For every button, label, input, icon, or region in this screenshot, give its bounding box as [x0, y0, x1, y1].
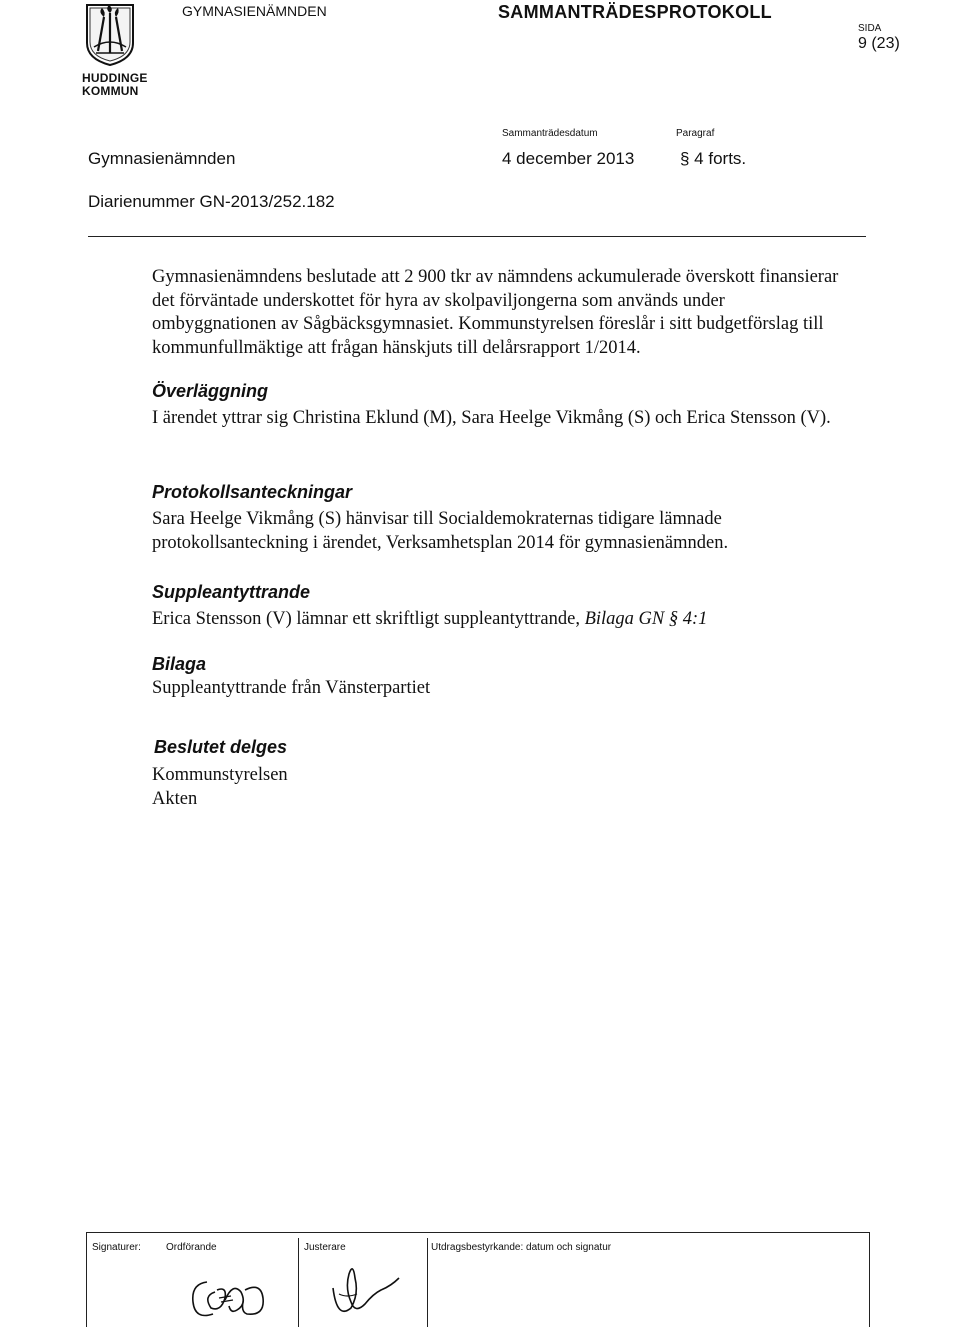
- municipality-name-line2: KOMMUN: [82, 84, 139, 98]
- substitute-statement-text: Erica Stensson (V) lämnar ett skriftligt suppleantyttrande,: [152, 609, 585, 629]
- document-type-title: SAMMANTRÄDESPROTOKOLL: [498, 2, 772, 22]
- committee-header: GYMNASIENÄMNDEN: [182, 3, 327, 19]
- extract-certification-label: Utdragsbestyrkande: datum och signatur: [431, 1242, 612, 1253]
- municipality-crest-icon: [84, 3, 136, 67]
- section-heading-substitute-statement: Suppleantyttrande: [152, 582, 311, 602]
- signatures-label: Signaturer:: [92, 1242, 141, 1253]
- paragraph-label: Paragraf: [676, 128, 715, 139]
- page-number: 9 (23): [858, 35, 900, 52]
- page-label: SIDA: [858, 23, 882, 34]
- section-heading-appendix: Bilaga: [152, 654, 207, 674]
- adjuster-label: Justerare: [304, 1242, 346, 1253]
- list-item: Akten: [152, 788, 198, 809]
- protocol-notes-paragraph: Sara Heelge Vikmång (S) hänvisar till Socialdemokraternas tidigare lämnade protokollsanteckning i ärendet, Verksamhetsplan 2014 för gymnasienämnden.: [152, 509, 729, 553]
- signature-divider: [427, 1238, 428, 1327]
- section-heading-protocol-notes: Protokollsanteckningar: [152, 482, 353, 502]
- section-heading-distribution: Beslutet delges: [154, 737, 288, 757]
- meeting-date-label: Sammanträdesdatum: [502, 128, 598, 139]
- chair-label: Ordförande: [166, 1242, 217, 1253]
- adjuster-signature-icon: [325, 1258, 405, 1324]
- appendix-reference: Bilaga GN § 4:1: [584, 609, 708, 629]
- municipality-name-line1: HUDDINGE: [82, 71, 148, 85]
- appendix-paragraph: Suppleantyttrande från Vänsterpartiet: [152, 678, 431, 698]
- decision-paragraph: Gymnasienämndens beslutade att 2 900 tkr av nämndens ackumulerade överskott finansierar det förväntade underskottet för hyra av skolpaviljongerna som används under ombyggnationen av Sågbäcksgymnasiet. Kommunstyrelsen föreslår i sitt budgetförslag till kommunfullmäktige att frågan hänskjuts till delårsrapport 1/2014.: [152, 267, 839, 358]
- chair-signature-icon: [185, 1262, 275, 1324]
- distribution-list: [152, 764, 288, 811]
- meeting-date: 4 december 2013: [502, 149, 635, 168]
- substitute-statement-paragraph: [152, 608, 852, 632]
- paragraph-number: § 4 forts.: [680, 149, 747, 168]
- section-heading-deliberation: Överläggning: [152, 381, 269, 401]
- list-item: Kommunstyrelsen: [152, 765, 288, 785]
- header-divider: [88, 236, 866, 237]
- committee-name: Gymnasienämnden: [88, 149, 236, 168]
- municipality-name: [82, 72, 148, 98]
- deliberation-paragraph: I ärendet yttrar sig Christina Eklund (M), Sara Heelge Vikmång (S) och Erica Stensson (V).: [152, 408, 831, 428]
- signature-divider: [298, 1238, 299, 1327]
- registry-number: Diarienummer GN-2013/252.182: [88, 192, 335, 211]
